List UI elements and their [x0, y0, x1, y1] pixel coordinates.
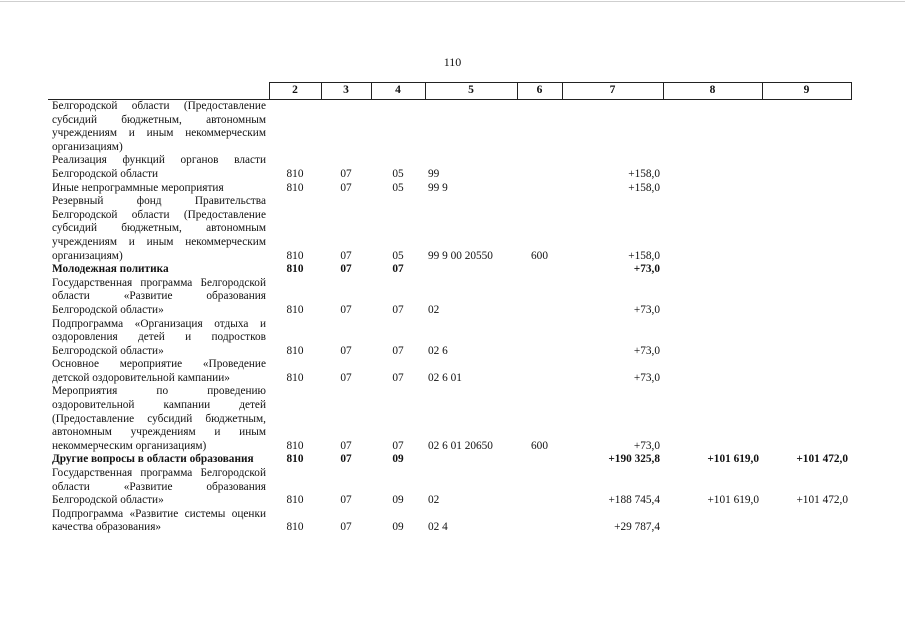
- cell-c3: 07: [340, 494, 352, 507]
- header-cell: 7: [562, 83, 663, 100]
- cell-c8: +101 619,0: [707, 453, 759, 466]
- cell-c7: +29 787,4: [614, 521, 660, 534]
- cell-c3: 07: [340, 167, 352, 180]
- table-row: [48, 277, 851, 318]
- cell-c7: +73,0: [633, 439, 660, 452]
- cell-c6: 600: [531, 249, 548, 262]
- row-name: Государственная программа Белгородской области «Развитие образования Белгородской области»: [52, 276, 266, 316]
- cell-c4: 07: [392, 263, 404, 276]
- cell-c3: 07: [340, 303, 352, 316]
- cell-c3: 07: [340, 263, 352, 276]
- cell-c8: [663, 263, 762, 277]
- cell-c7: +158,0: [628, 181, 660, 194]
- row-name: Подпрограмма «Развитие системы оценки качества образования»: [52, 507, 266, 534]
- cell-c2: [269, 100, 321, 155]
- cell-c4: 09: [392, 453, 404, 466]
- row-name: Мероприятия по проведению оздоровительной кампании детей (Предоставление субсидий бюджетным, автономным учреждениям и иным некоммерческим организациям): [52, 385, 266, 452]
- cell-c6: [517, 358, 562, 385]
- cell-c4: 07: [392, 303, 404, 316]
- cell-c5: 99: [428, 167, 440, 180]
- cell-c5: 02: [428, 303, 440, 316]
- row-name: Иные непрограммные мероприятия: [52, 181, 224, 194]
- cell-c7: [562, 100, 663, 155]
- cell-c3: 07: [340, 521, 352, 534]
- cell-c9: [762, 358, 851, 385]
- header-cell: 9: [762, 83, 851, 100]
- cell-c2: 810: [286, 371, 304, 384]
- cell-c9: [762, 100, 851, 155]
- header-cell: [48, 83, 269, 100]
- cell-c6: [517, 182, 562, 196]
- row-name: Молодежная политика: [52, 263, 169, 276]
- header-cell: 5: [425, 83, 517, 100]
- cell-c8: [663, 154, 762, 181]
- budget-table: [48, 82, 852, 535]
- table-row: [48, 467, 851, 508]
- table-row: [48, 358, 851, 385]
- cell-c9: [762, 508, 851, 535]
- table-row: [48, 508, 851, 535]
- cell-c6: 600: [531, 439, 548, 452]
- header-cell: 8: [663, 83, 762, 100]
- cell-c6: [517, 453, 562, 467]
- row-name: Белгородской области (Предоставление субсидий бюджетным, автономным учреждениям и иным некоммерческим организациям): [52, 100, 266, 153]
- cell-c8: [663, 385, 762, 453]
- header-cell: 4: [371, 83, 425, 100]
- cell-c8: [663, 358, 762, 385]
- cell-c2: 810: [286, 263, 304, 276]
- cell-c2: 810: [286, 439, 304, 452]
- cell-c5: [425, 453, 517, 467]
- cell-c2: 810: [286, 167, 304, 180]
- cell-c6: [517, 508, 562, 535]
- cell-c6: [517, 263, 562, 277]
- cell-c8: [663, 195, 762, 263]
- cell-c8: +101 619,0: [707, 494, 759, 507]
- header-cell: 6: [517, 83, 562, 100]
- row-name: Реализация функций органов власти Белгородской области: [52, 154, 266, 180]
- table-row: [48, 263, 851, 277]
- cell-c5: 02 6 01: [428, 371, 462, 384]
- cell-c7: +73,0: [633, 344, 660, 357]
- cell-c8: [663, 318, 762, 359]
- cell-c9: [762, 195, 851, 263]
- row-name: Государственная программа Белгородской области «Развитие образования Белгородской области»: [52, 467, 266, 507]
- page-number: 110: [443, 55, 462, 69]
- cell-c2: 810: [286, 521, 304, 534]
- cell-c8: [663, 508, 762, 535]
- cell-c3: 07: [340, 249, 352, 262]
- cell-c7: +73,0: [633, 263, 660, 276]
- cell-c9: [762, 182, 851, 196]
- cell-c5: 02 6: [428, 344, 448, 357]
- cell-c2: 810: [286, 344, 304, 357]
- cell-c2: 810: [286, 181, 304, 194]
- header-cell: 3: [321, 83, 371, 100]
- cell-c3: 07: [340, 439, 352, 452]
- cell-c4: 09: [392, 494, 404, 507]
- cell-c6: [517, 467, 562, 508]
- cell-c5: 99 9: [428, 181, 448, 194]
- cell-c2: 810: [286, 453, 304, 466]
- cell-c7: +73,0: [633, 303, 660, 316]
- cell-c4: 07: [392, 439, 404, 452]
- cell-c2: 810: [286, 494, 304, 507]
- header-cell: 2: [269, 83, 321, 100]
- cell-c2: 810: [286, 303, 304, 316]
- cell-c6: [517, 154, 562, 181]
- cell-c9: [762, 154, 851, 181]
- cell-c5: 02 6 01 20650: [428, 439, 493, 452]
- table-row: [48, 385, 851, 453]
- cell-c7: +158,0: [628, 167, 660, 180]
- cell-c4: 05: [392, 181, 404, 194]
- cell-c4: [371, 100, 425, 155]
- cell-c6: [517, 100, 562, 155]
- cell-c4: 09: [392, 521, 404, 534]
- cell-c3: 07: [340, 181, 352, 194]
- cell-c8: [663, 277, 762, 318]
- header-row: [48, 83, 851, 100]
- cell-c3: 07: [340, 344, 352, 357]
- table-row: [48, 154, 851, 181]
- cell-c7: +73,0: [633, 371, 660, 384]
- cell-c8: [663, 182, 762, 196]
- cell-c4: 07: [392, 344, 404, 357]
- cell-c5: [425, 263, 517, 277]
- cell-c6: [517, 318, 562, 359]
- row-name: Другие вопросы в области образования: [52, 453, 254, 466]
- top-rule: [0, 1, 905, 2]
- cell-c5: 99 9 00 20550: [428, 249, 493, 262]
- cell-c4: 05: [392, 167, 404, 180]
- row-name: Резервный фонд Правительства Белгородской области (Предоставление субсидий бюджетным, автономным учреждениям и иным некоммерческим организациям): [52, 195, 266, 262]
- cell-c9: +101 472,0: [796, 494, 848, 507]
- row-name: Подпрограмма «Организация отдыха и оздоровления детей и подростков Белгородской области»: [52, 317, 266, 357]
- cell-c9: [762, 385, 851, 453]
- cell-c7: +188 745,4: [608, 494, 660, 507]
- cell-c9: +101 472,0: [796, 453, 848, 466]
- table-row: [48, 453, 851, 467]
- row-name: Основное мероприятие «Проведение детской оздоровительной кампании»: [52, 358, 266, 384]
- cell-c5: 02 4: [428, 521, 448, 534]
- cell-c6: [517, 277, 562, 318]
- cell-c5: [425, 100, 517, 155]
- cell-c3: 07: [340, 453, 352, 466]
- cell-c4: 05: [392, 249, 404, 262]
- cell-c7: +158,0: [628, 249, 660, 262]
- cell-c9: [762, 318, 851, 359]
- table-row: [48, 318, 851, 359]
- table-row: [48, 100, 851, 155]
- cell-c3: 07: [340, 371, 352, 384]
- cell-c8: [663, 100, 762, 155]
- cell-c2: 810: [286, 249, 304, 262]
- cell-c5: 02: [428, 494, 440, 507]
- cell-c4: 07: [392, 371, 404, 384]
- cell-c3: [321, 100, 371, 155]
- table-row: [48, 195, 851, 263]
- cell-c9: [762, 277, 851, 318]
- cell-c7: +190 325,8: [608, 453, 660, 466]
- table-row: [48, 182, 851, 196]
- cell-c9: [762, 263, 851, 277]
